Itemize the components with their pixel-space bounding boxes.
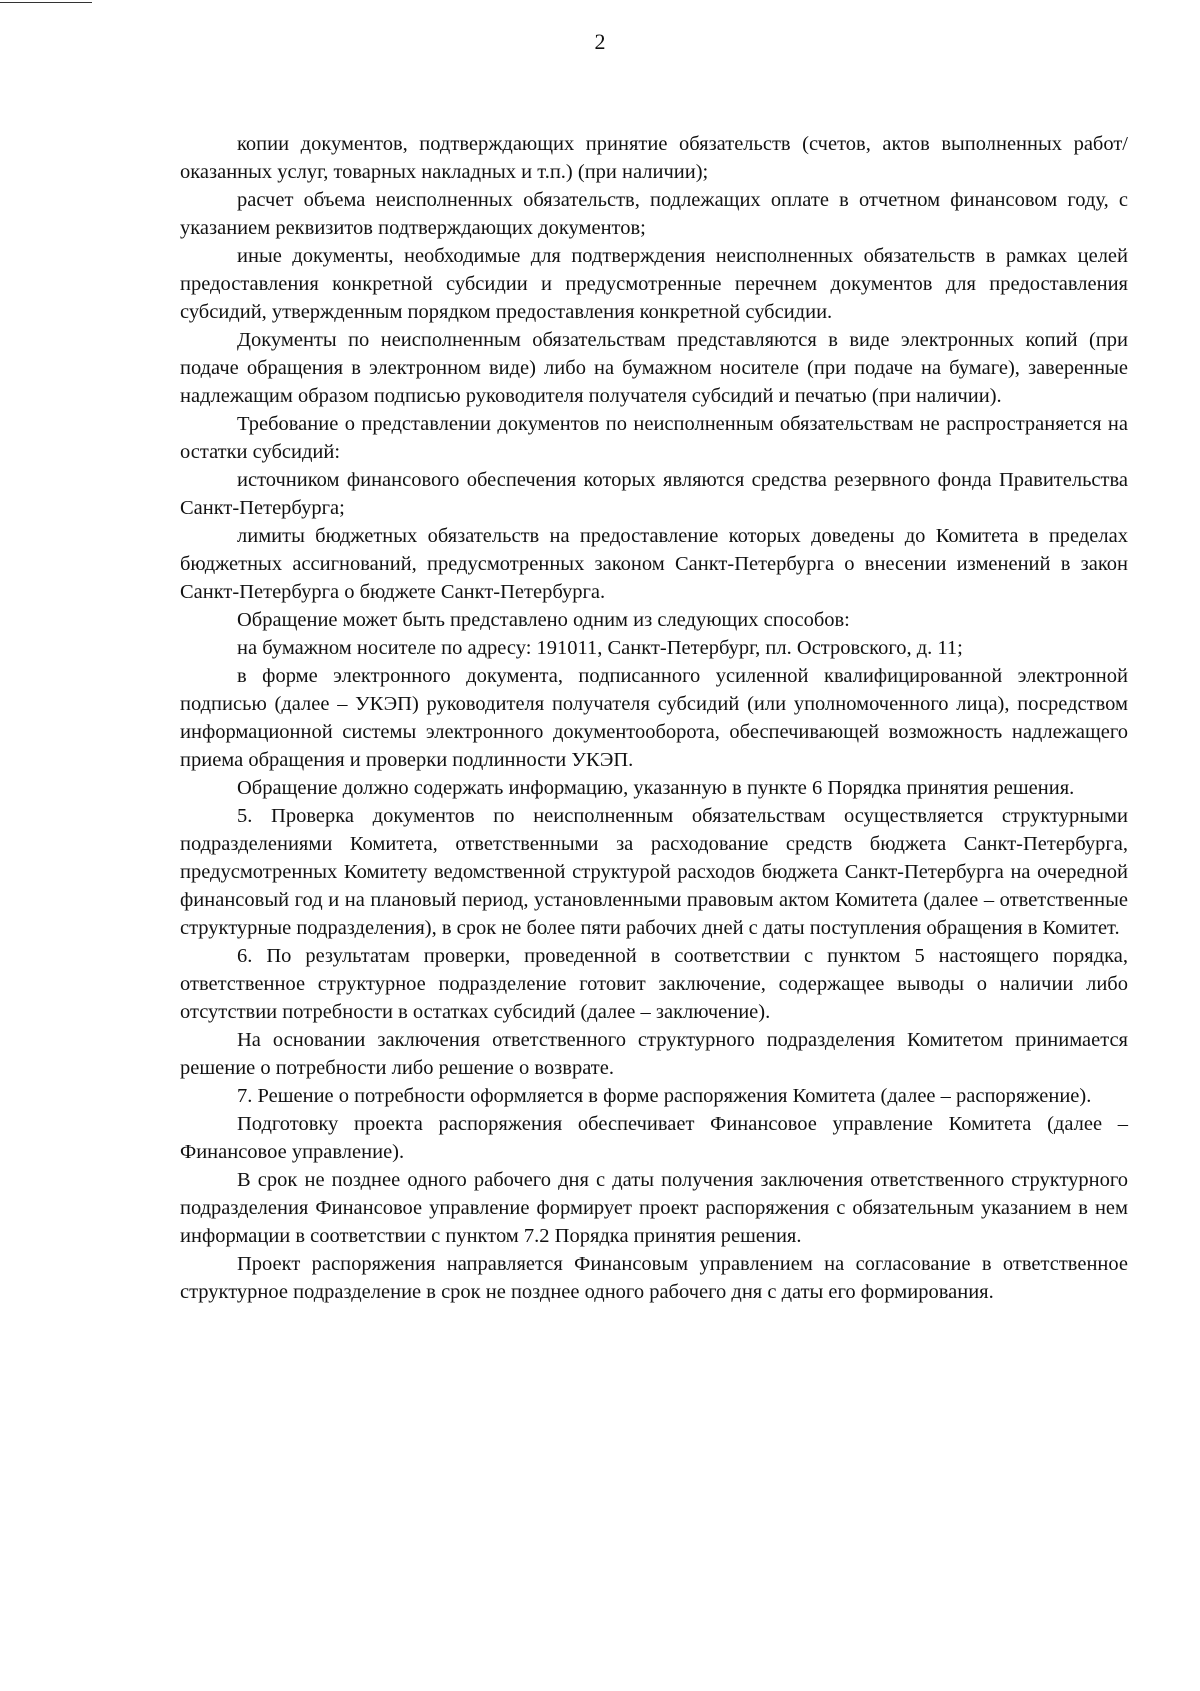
paragraph: В срок не позднее одного рабочего дня с даты получения заключения ответственного структурного подразделения Финансовое управление формирует проект распоряжения с обязательным указанием в нем информации в соответствии с пунктом 7.2 Порядка принятия решения. — [180, 1169, 1128, 1247]
paragraph: Требование о представлении документов по неисполненным обязательствам не распространяется на остатки субсидий: — [180, 413, 1128, 463]
paragraph: Обращение должно содержать информацию, указанную в пункте 6 Порядка принятия решения. — [237, 777, 1075, 799]
document-body — [180, 130, 1128, 1306]
paragraph: Документы по неисполненным обязательствам представляются в виде электронных копий (при подаче обращения в электронном виде) либо на бумажном носителе (при подаче на бумаге), заверенные надлежащим образом подписью руководителя получателя субсидий и печатью (при наличии). — [180, 329, 1128, 407]
paragraph: 5. Проверка документов по неисполненным обязательствам осуществляется структурными подразделениями Комитета, ответственными за расходование средств бюджета Санкт-Петербурга, предусмотренных Комитету ведомственной структурой расходов бюджета Санкт-Петербурга на очередной финансовый год и на плановый период, установленными правовым актом Комитета (далее – ответственные структурные подразделения), в срок не более пяти рабочих дней с даты поступления обращения в Комитет. — [180, 805, 1128, 939]
paragraph: копии документов, подтверждающих принятие обязательств (счетов, актов выполненных работ/оказанных услуг, товарных накладных и т.п.) (при наличии); — [180, 133, 1128, 183]
paragraph: на бумажном носителе по адресу: 191011, Санкт-Петербург, пл. Островского, д. 11; — [237, 637, 963, 659]
page-number: 2 — [594, 29, 606, 54]
paragraph: иные документы, необходимые для подтверждения неисполненных обязательств в рамках целей предоставления конкретной субсидии и предусмотренные перечнем документов для предоставления субсидий, утвержденным порядком предоставления конкретной субсидии. — [180, 245, 1128, 323]
paragraph: Подготовку проекта распоряжения обеспечивает Финансовое управление Комитета (далее – Финансовое управление). — [180, 1113, 1128, 1163]
paragraph: в форме электронного документа, подписанного усиленной квалифицированной электронной подписью (далее – УКЭП) руководителя получателя субсидий (или уполномоченного лица), посредством информационной системы электронного документооборота, обеспечивающей возможность надлежащего приема обращения и проверки подлинности УКЭП. — [180, 665, 1128, 771]
paragraph: На основании заключения ответственного структурного подразделения Комитетом принимается решение о потребности либо решение о возврате. — [180, 1029, 1128, 1079]
paragraph: лимиты бюджетных обязательств на предоставление которых доведены до Комитета в пределах бюджетных ассигнований, предусмотренных законом Санкт-Петербурга о внесении изменений в закон Санкт-Петербурга о бюджете Санкт-Петербурга. — [180, 525, 1128, 603]
paragraph: источником финансового обеспечения которых являются средства резервного фонда Правительства Санкт-Петербурга; — [180, 469, 1128, 519]
paragraph: расчет объема неисполненных обязательств, подлежащих оплате в отчетном финансовом году, с указанием реквизитов подтверждающих документов; — [180, 189, 1128, 239]
paragraph: 7. Решение о потребности оформляется в форме распоряжения Комитета (далее – распоряжение). — [237, 1085, 1092, 1107]
paragraph: Проект распоряжения направляется Финансовым управлением на согласование в ответственное структурное подразделение в срок не позднее одного рабочего дня с даты его формирования. — [180, 1253, 1128, 1303]
top-rule — [0, 2, 92, 3]
paragraph: Обращение может быть представлено одним из следующих способов: — [237, 609, 850, 631]
paragraph: 6. По результатам проверки, проведенной в соответствии с пунктом 5 настоящего порядка, ответственное структурное подразделение готовит заключение, содержащее выводы о наличии либо отсутствии потребности в остатках субсидий (далее – заключение). — [180, 945, 1128, 1023]
